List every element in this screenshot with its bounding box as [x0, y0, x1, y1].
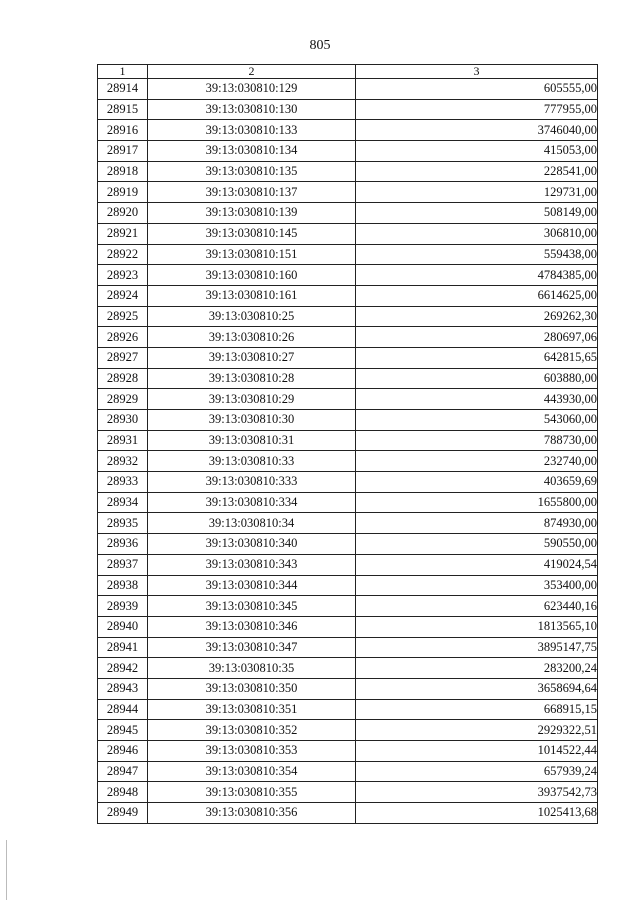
row-number-cell: 28943 [98, 678, 148, 699]
table-row [98, 761, 598, 782]
cadastral-value-cell: 419024,54 [356, 554, 598, 575]
table-row [98, 596, 598, 617]
cadastral-number-cell: 39:13:030810:33 [148, 451, 356, 472]
cadastral-number-cell: 39:13:030810:160 [148, 265, 356, 286]
row-number-cell: 28940 [98, 616, 148, 637]
cadastral-value-cell: 3937542,73 [356, 782, 598, 803]
cadastral-number-cell: 39:13:030810:28 [148, 368, 356, 389]
table-row [98, 410, 598, 431]
table-row [98, 472, 598, 493]
cadastral-value-cell: 543060,00 [356, 410, 598, 431]
table-row [98, 782, 598, 803]
table-row [98, 575, 598, 596]
cadastral-number-cell: 39:13:030810:353 [148, 741, 356, 762]
cadastral-value-cell: 3658694,64 [356, 678, 598, 699]
row-number-cell: 28942 [98, 658, 148, 679]
cadastral-number-cell: 39:13:030810:133 [148, 120, 356, 141]
table-row [98, 306, 598, 327]
table-row [98, 678, 598, 699]
cadastral-value-cell: 603880,00 [356, 368, 598, 389]
table-row [98, 141, 598, 162]
row-number-cell: 28925 [98, 306, 148, 327]
table-row [98, 327, 598, 348]
cadastral-number-cell: 39:13:030810:340 [148, 534, 356, 555]
table-row [98, 534, 598, 555]
table-body [98, 79, 598, 824]
cadastral-number-cell: 39:13:030810:130 [148, 99, 356, 120]
row-number-cell: 28945 [98, 720, 148, 741]
column-header-3: 3 [356, 65, 598, 79]
row-number-cell: 28947 [98, 761, 148, 782]
cadastral-value-cell: 3895147,75 [356, 637, 598, 658]
cadastral-number-cell: 39:13:030810:347 [148, 637, 356, 658]
table-row [98, 430, 598, 451]
cadastral-value-cell: 1655800,00 [356, 492, 598, 513]
row-number-cell: 28919 [98, 182, 148, 203]
cadastral-value-cell: 657939,24 [356, 761, 598, 782]
cadastral-number-cell: 39:13:030810:161 [148, 285, 356, 306]
cadastral-value-cell: 353400,00 [356, 575, 598, 596]
row-number-cell: 28924 [98, 285, 148, 306]
table-row [98, 285, 598, 306]
cadastral-value-cell: 642815,65 [356, 347, 598, 368]
cadastral-value-cell: 874930,00 [356, 513, 598, 534]
cadastral-number-cell: 39:13:030810:137 [148, 182, 356, 203]
cadastral-number-cell: 39:13:030810:34 [148, 513, 356, 534]
table-row [98, 79, 598, 100]
cadastral-value-cell: 623440,16 [356, 596, 598, 617]
table-row [98, 223, 598, 244]
table-row [98, 658, 598, 679]
table-header-row [98, 65, 598, 79]
cadastral-value-cell: 559438,00 [356, 244, 598, 265]
cadastral-value-cell: 1014522,44 [356, 741, 598, 762]
table-row [98, 699, 598, 720]
cadastral-value-cell: 232740,00 [356, 451, 598, 472]
table-row [98, 554, 598, 575]
cadastral-number-cell: 39:13:030810:27 [148, 347, 356, 368]
row-number-cell: 28946 [98, 741, 148, 762]
cadastral-value-cell: 415053,00 [356, 141, 598, 162]
row-number-cell: 28941 [98, 637, 148, 658]
row-number-cell: 28917 [98, 141, 148, 162]
table-row [98, 451, 598, 472]
cadastral-value-cell: 269262,30 [356, 306, 598, 327]
cadastral-number-cell: 39:13:030810:334 [148, 492, 356, 513]
cadastral-number-cell: 39:13:030810:129 [148, 79, 356, 100]
cadastral-value-cell: 129731,00 [356, 182, 598, 203]
row-number-cell: 28935 [98, 513, 148, 534]
cadastral-number-cell: 39:13:030810:350 [148, 678, 356, 699]
cadastral-value-table [97, 64, 598, 824]
cadastral-value-cell: 1813565,10 [356, 616, 598, 637]
cadastral-number-cell: 39:13:030810:355 [148, 782, 356, 803]
row-number-cell: 28921 [98, 223, 148, 244]
row-number-cell: 28944 [98, 699, 148, 720]
cadastral-number-cell: 39:13:030810:354 [148, 761, 356, 782]
table-row [98, 182, 598, 203]
table-row [98, 265, 598, 286]
row-number-cell: 28922 [98, 244, 148, 265]
cadastral-number-cell: 39:13:030810:344 [148, 575, 356, 596]
row-number-cell: 28920 [98, 203, 148, 224]
row-number-cell: 28923 [98, 265, 148, 286]
cadastral-number-cell: 39:13:030810:151 [148, 244, 356, 265]
table-row [98, 720, 598, 741]
row-number-cell: 28927 [98, 347, 148, 368]
cadastral-value-cell: 306810,00 [356, 223, 598, 244]
row-number-cell: 28930 [98, 410, 148, 431]
cadastral-number-cell: 39:13:030810:352 [148, 720, 356, 741]
row-number-cell: 28948 [98, 782, 148, 803]
table-row [98, 368, 598, 389]
row-number-cell: 28932 [98, 451, 148, 472]
page-number: 805 [309, 38, 331, 53]
cadastral-value-cell: 443930,00 [356, 389, 598, 410]
cadastral-value-cell: 403659,69 [356, 472, 598, 493]
table-row [98, 616, 598, 637]
row-number-cell: 28929 [98, 389, 148, 410]
cadastral-value-cell: 605555,00 [356, 79, 598, 100]
cadastral-number-cell: 39:13:030810:30 [148, 410, 356, 431]
cadastral-value-cell: 2929322,51 [356, 720, 598, 741]
cadastral-number-cell: 39:13:030810:345 [148, 596, 356, 617]
table-row [98, 513, 598, 534]
cadastral-number-cell: 39:13:030810:35 [148, 658, 356, 679]
cadastral-value-cell: 283200,24 [356, 658, 598, 679]
row-number-cell: 28915 [98, 99, 148, 120]
cadastral-value-cell: 508149,00 [356, 203, 598, 224]
table-row [98, 120, 598, 141]
cadastral-value-cell: 1025413,68 [356, 803, 598, 824]
row-number-cell: 28916 [98, 120, 148, 141]
column-header-1: 1 [98, 65, 148, 79]
cadastral-number-cell: 39:13:030810:25 [148, 306, 356, 327]
table-row [98, 803, 598, 824]
column-header-2: 2 [148, 65, 356, 79]
row-number-cell: 28918 [98, 161, 148, 182]
row-number-cell: 28931 [98, 430, 148, 451]
row-number-cell: 28934 [98, 492, 148, 513]
row-number-cell: 28936 [98, 534, 148, 555]
cadastral-number-cell: 39:13:030810:26 [148, 327, 356, 348]
table-row [98, 492, 598, 513]
table-row [98, 99, 598, 120]
cadastral-value-cell: 788730,00 [356, 430, 598, 451]
cadastral-value-cell: 228541,00 [356, 161, 598, 182]
row-number-cell: 28939 [98, 596, 148, 617]
cadastral-number-cell: 39:13:030810:135 [148, 161, 356, 182]
cadastral-number-cell: 39:13:030810:333 [148, 472, 356, 493]
row-number-cell: 28914 [98, 79, 148, 100]
row-number-cell: 28926 [98, 327, 148, 348]
row-number-cell: 28949 [98, 803, 148, 824]
table-row [98, 637, 598, 658]
cadastral-value-cell: 4784385,00 [356, 265, 598, 286]
cadastral-value-cell: 280697,06 [356, 327, 598, 348]
cadastral-number-cell: 39:13:030810:346 [148, 616, 356, 637]
cadastral-value-cell: 3746040,00 [356, 120, 598, 141]
cadastral-number-cell: 39:13:030810:145 [148, 223, 356, 244]
cadastral-number-cell: 39:13:030810:134 [148, 141, 356, 162]
table-row [98, 161, 598, 182]
cadastral-value-cell: 590550,00 [356, 534, 598, 555]
row-number-cell: 28928 [98, 368, 148, 389]
row-number-cell: 28933 [98, 472, 148, 493]
row-number-cell: 28938 [98, 575, 148, 596]
cadastral-value-cell: 668915,15 [356, 699, 598, 720]
cadastral-number-cell: 39:13:030810:351 [148, 699, 356, 720]
table-row [98, 244, 598, 265]
cadastral-number-cell: 39:13:030810:31 [148, 430, 356, 451]
cadastral-number-cell: 39:13:030810:356 [148, 803, 356, 824]
row-number-cell: 28937 [98, 554, 148, 575]
table-row [98, 203, 598, 224]
table-row [98, 741, 598, 762]
scan-margin-mark [6, 840, 7, 900]
cadastral-value-cell: 6614625,00 [356, 285, 598, 306]
cadastral-number-cell: 39:13:030810:343 [148, 554, 356, 575]
cadastral-value-cell: 777955,00 [356, 99, 598, 120]
cadastral-number-cell: 39:13:030810:139 [148, 203, 356, 224]
cadastral-number-cell: 39:13:030810:29 [148, 389, 356, 410]
table-row [98, 389, 598, 410]
table-row [98, 347, 598, 368]
